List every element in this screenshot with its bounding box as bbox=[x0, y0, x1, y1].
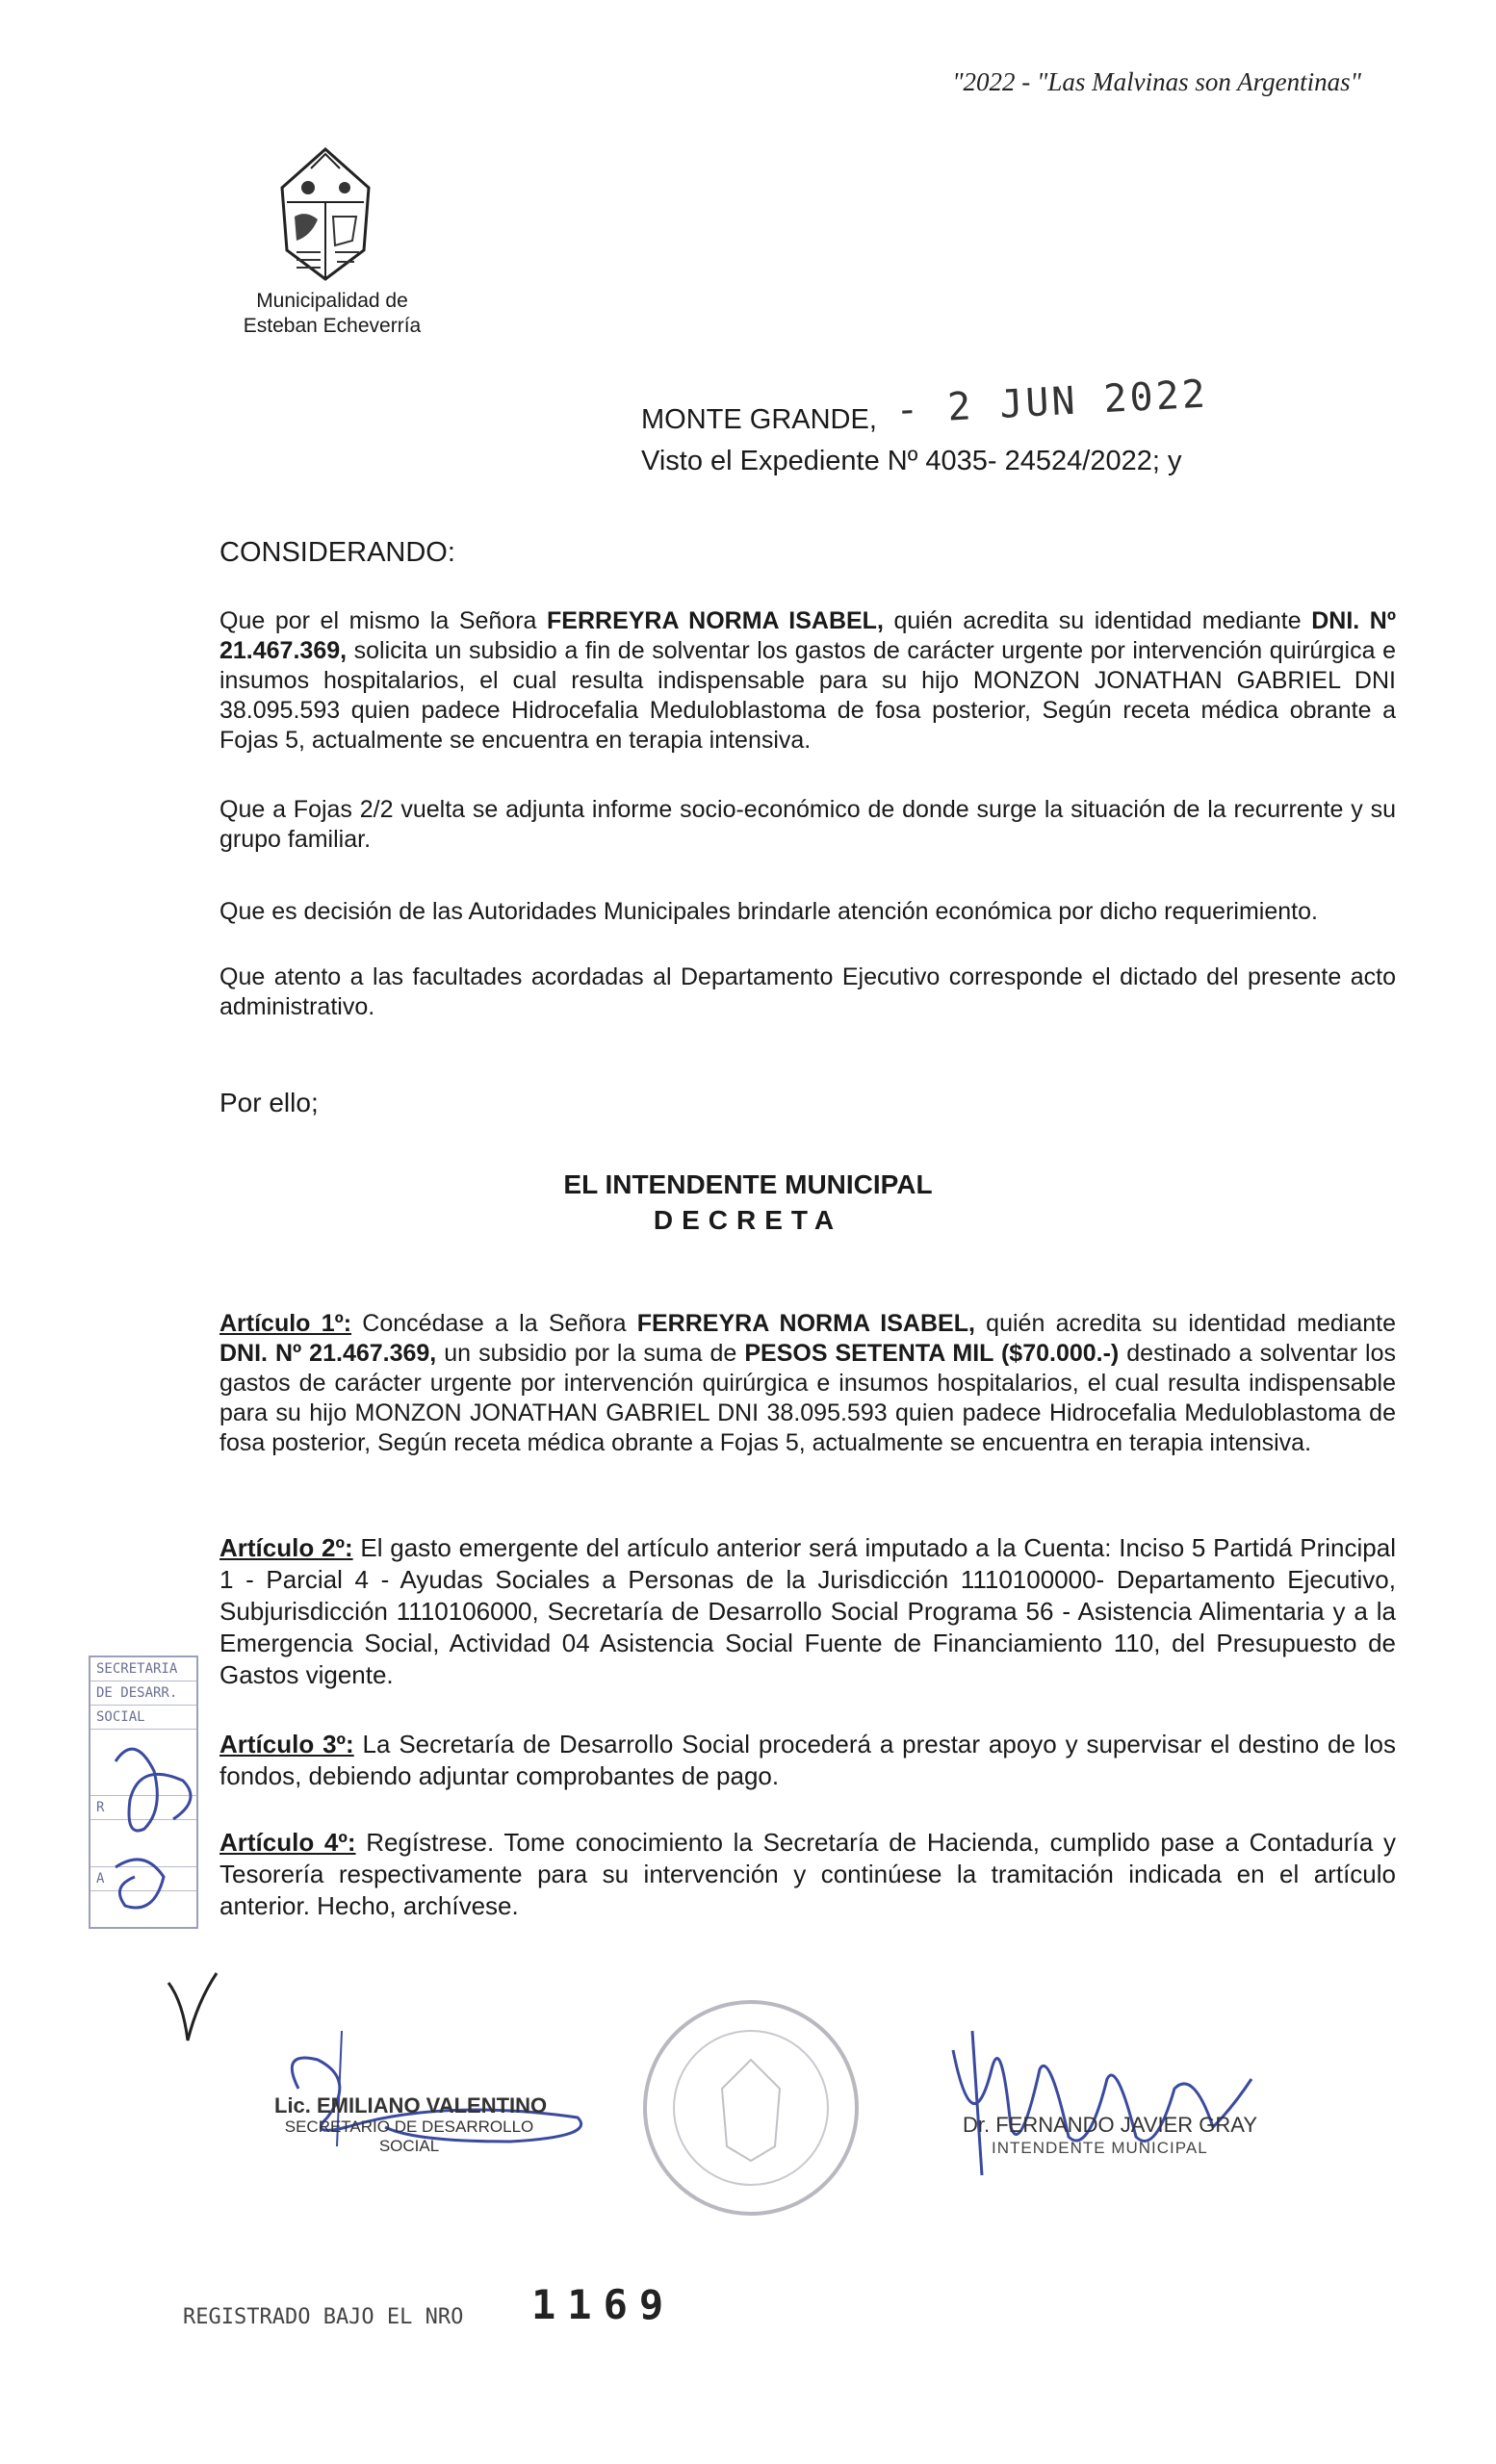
municipality-name bbox=[231, 289, 433, 339]
a2-text: El gasto emergente del artículo anterior será imputado a la Cuenta: Inciso 5 Partidá Principal 1 - Parcial 4 - Ayudas Sociales a Personas de la Jurisdicción 1110100000- Departamento Ejecutivo, Subjurisdicción 1110106000, Secretaría de Desarrollo Social Programa 56 - Asistencia Alimentaria y a la Emergencia Social, Actividad 04 Asistencia Social Fuente de Financiamiento 110, del Presupuesto de Gastos vigente. bbox=[219, 1533, 1396, 1689]
article-2 bbox=[219, 1532, 1396, 1691]
intendente-heading: EL INTENDENTE MUNICIPAL bbox=[563, 1169, 933, 1199]
por-ello: Por ello; bbox=[219, 1088, 319, 1117]
right-signatory-title: INTENDENTE MUNICIPAL bbox=[992, 2139, 1208, 2157]
a1-text-c: un subsidio por la suma de bbox=[436, 1340, 745, 1367]
side-stamp-row-a: A bbox=[90, 1867, 196, 1891]
municipality-line1: Municipalidad de bbox=[256, 290, 408, 312]
left-title-line2: SOCIAL bbox=[378, 2137, 440, 2155]
considerando-paragraph-2: Que a Fojas 2/2 vuelta se adjunta informe socio-económico de donde surge la situación de la recurrente y su grupo familiar. bbox=[219, 796, 1396, 853]
considerando-paragraph-3: Que es decisión de las Autoridades Municipales brindarle atención económica por dicho requerimiento. bbox=[219, 898, 1318, 925]
left-signatory-title bbox=[284, 2118, 534, 2156]
a4-text: Regístrese. Tome conocimiento la Secretaría de Hacienda, cumplido pase a Contaduría y Tesorería respectivamente para su intervención y continúese la tramitación indicada en el artículo anterior. Hecho, archívese. bbox=[219, 1828, 1396, 1920]
a1-text-d: destinado a solventar los gastos de carácter urgente por intervención quirúrgica e insumos hospitalarios, el cual resulta indispensable para su hijo MONZON JONATHAN GABRIEL DNI 38.095.593 quien padece Hidrocefalia Meduloblastoma de fosa posterior, Según receta médica obrante a Fojas 5, actualmente se encuentra en terapia intensiva. bbox=[219, 1340, 1396, 1456]
article-4-label: Artículo 4º: bbox=[219, 1828, 356, 1857]
side-stamp-line2: DE DESARR. bbox=[90, 1681, 196, 1706]
article-1-label: Artículo 1º: bbox=[219, 1310, 352, 1337]
a1-dni: DNI. Nº 21.467.369, bbox=[219, 1340, 437, 1367]
considerando-heading: CONSIDERANDO: bbox=[219, 537, 455, 568]
a1-text-a: Concédase a la Señora bbox=[351, 1310, 637, 1337]
motto-header: "2022 - "Las Malvinas son Argentinas" bbox=[952, 67, 1361, 96]
left-title-line1: SECRETARIO DE DESARROLLO bbox=[284, 2118, 534, 2136]
a1-name: FERREYRA NORMA ISABEL, bbox=[636, 1310, 975, 1337]
p1-dni: DNI. Nº 21.467.369, bbox=[219, 607, 1396, 664]
a1-text-b: quién acredita su identidad mediante bbox=[974, 1310, 1396, 1337]
decreta-heading: DECRETA bbox=[653, 1205, 843, 1235]
municipality-line2: Esteban Echeverría bbox=[243, 315, 422, 337]
article-3-label: Artículo 3º: bbox=[219, 1730, 354, 1758]
article-4 bbox=[219, 1827, 1396, 1922]
place-label: MONTE GRANDE, bbox=[641, 404, 877, 435]
p1-text-b: quién acredita su identidad mediante bbox=[883, 607, 1312, 634]
article-2-label: Artículo 2º: bbox=[219, 1533, 353, 1562]
side-stamp-line3: SOCIAL bbox=[90, 1706, 196, 1730]
date-stamp: - 2 JUN 2022 bbox=[894, 372, 1209, 433]
p1-name: FERREYRA NORMA ISABEL, bbox=[547, 607, 884, 634]
left-signatory-name: Lic. EMILIANO VALENTINO bbox=[274, 2093, 548, 2118]
right-signature-icon bbox=[943, 2012, 1290, 2185]
check-mark-icon bbox=[159, 1964, 226, 2050]
side-stamp-row-r: R bbox=[90, 1796, 196, 1820]
municipal-seal-icon bbox=[635, 1992, 866, 2223]
a3-text: La Secretaría de Desarrollo Social procederá a prestar apoyo y supervisar el destino de los fondos, debiendo adjuntar comprobantes de pago. bbox=[219, 1730, 1397, 1790]
considerando-paragraph-1 bbox=[219, 606, 1396, 756]
a1-amount: PESOS SETENTA MIL ($70.000.-) bbox=[744, 1340, 1120, 1367]
municipal-crest-icon bbox=[268, 144, 383, 289]
p1-text-c: solicita un subsidio a fin de solventar los gastos de carácter urgente por intervención quirúrgica e insumos hospitalarios, el cual resulta indispensable para su hijo MONZON JONATHAN GABRIEL DNI 38.095.593 quien padece Hidrocefalia Meduloblastoma de fosa posterior, Según receta médica obrante a Fojas 5, actualmente se encuentra en terapia intensiva. bbox=[219, 637, 1396, 754]
article-3 bbox=[219, 1729, 1396, 1792]
registration-label: REGISTRADO BAJO EL NRO bbox=[183, 2305, 464, 2329]
p1-text-a: Que por el mismo la Señora bbox=[219, 607, 548, 634]
initial-signature-icon bbox=[96, 1723, 231, 1935]
side-stamp-line1: SECRETARIA bbox=[90, 1657, 196, 1681]
considerando-paragraph-4: Que atento a las facultades acordadas al Departamento Ejecutivo corresponde el dictado del presente acto administrativo. bbox=[219, 963, 1396, 1020]
article-1 bbox=[219, 1309, 1396, 1458]
right-signatory-name: Dr. FERNANDO JAVIER GRAY bbox=[963, 2113, 1258, 2137]
registration-number: 1169 bbox=[531, 2281, 676, 2328]
visto-line: Visto el Expediente Nº 4035- 24524/2022; y bbox=[641, 446, 1182, 476]
